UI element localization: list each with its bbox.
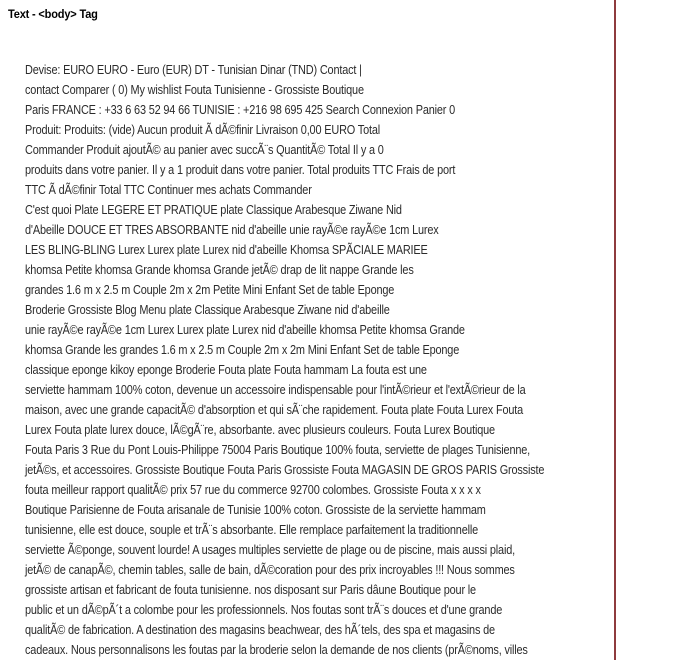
body-text-line: khomsa Petite khomsa Grande khomsa Grande jetÃ© drap de lit nappe Grande les (25, 262, 414, 277)
body-text-line: TTC Ã dÃ©finir Total TTC Continuer mes achats Commander (25, 182, 312, 197)
body-text-line: grossiste artisan et fabricant de fouta tunisienne. nos disposant sur Paris dâune Boutique pour le (25, 582, 476, 597)
body-text-line: tunisienne, elle est douce, souple et trÃ¨s absorbante. Elle remplace parfaitement la traditionnelle (25, 522, 479, 537)
body-text-line: maison, avec une grande capacitÃ© d'absorption et qui sÃ¨che rapidement. Fouta plate Fouta Lurex Fouta (25, 402, 524, 417)
body-text-block (25, 60, 685, 660)
body-text-line: khomsa Grande les grandes 1.6 m x 2.5 m Couple 2m x 2m Mini Enfant Set de table Eponge (25, 342, 460, 357)
body-text-line: C'est quoi Plate LEGERE ET PRATIQUE plate Classique Arabesque Ziwane Nid (25, 202, 402, 217)
body-text-line: LES BLING-BLING Lurex Lurex plate Lurex nid d'abeille Khomsa SPÃCIALE MARIEE (25, 242, 428, 257)
body-text-line: Broderie Grossiste Blog Menu plate Classique Arabesque Ziwane nid d'abeille (25, 302, 390, 317)
body-text-line: unie rayÃ©e rayÃ©e 1cm Lurex Lurex plate Lurex nid d'abeille khomsa Petite khomsa Grande (25, 322, 465, 337)
body-text-line: public et un dÃ©pÃ´t a colombe pour les professionnels. Nos foutas sont trÃ¨s douces et d'une grande (25, 602, 503, 617)
body-text-line: serviette hammam 100% coton, devenue un accessoire indispensable pour l'intÃ©rieur et l'extÃ©rieur de la (25, 382, 526, 397)
body-text-line: d'Abeille DOUCE ET TRES ABSORBANTE nid d'abeille unie rayÃ©e rayÃ©e 1cm Lurex (25, 222, 439, 237)
body-text-line: cadeaux. Nous personnalisons les foutas par la broderie selon la demande de nos clients (prÃ©noms, villes (25, 642, 528, 657)
body-text-line: fouta meilleur rapport qualitÃ© prix 57 rue du commerce 92700 colombes. Grossiste Fouta x x x x (25, 482, 481, 497)
body-text-line: serviette Ã©ponge, souvent lourde! A usages multiples serviette de plage ou de piscine, mais aussi plaid, (25, 542, 515, 557)
page-title: Text - <body> Tag (8, 7, 98, 21)
body-text-line: grandes 1.6 m x 2.5 m Couple 2m x 2m Petite Mini Enfant Set de table Eponge (25, 282, 395, 297)
body-text-line: Lurex Fouta plate lurex douce, lÃ©gÃ¨re, absorbante. avec plusieurs couleurs. Fouta Lurex Boutique (25, 422, 495, 437)
body-text-line: produits dans votre panier. Il y a 1 produit dans votre panier. Total produits TTC Frais de port (25, 162, 456, 177)
body-text-line: qualitÃ© de fabrication. A destination des magasins beachwear, des hÃ´tels, des spa et magasins de (25, 622, 495, 637)
body-text-line: contact Comparer ( 0) My wishlist Fouta Tunisienne - Grossiste Boutique (25, 82, 364, 97)
body-text-line: jetÃ© de canapÃ©, chemin tables, salle de bain, dÃ©coration pour des prix incroyables !!! Nous sommes (25, 562, 515, 577)
body-text-line: Produit: Produits: (vide) Aucun produit Ã dÃ©finir Livraison 0,00 EURO Total (25, 122, 381, 137)
body-text-line: Fouta Paris 3 Rue du Pont Louis-Philippe 75004 Paris Boutique 100% fouta, serviette de plages Tunisienne, (25, 442, 531, 457)
body-text-line: Paris FRANCE : +33 6 63 52 94 66 TUNISIE : +216 98 695 425 Search Connexion Panier 0 (25, 102, 456, 117)
body-text-line: classique eponge kikoy eponge Broderie Fouta plate Fouta hammam La fouta est une (25, 362, 427, 377)
body-text-line: jetÃ©s, et accessoires. Grossiste Boutique Fouta Paris Grossiste Fouta MAGASIN DE GROS PARIS Grossiste (25, 462, 545, 477)
vertical-divider-line (614, 0, 616, 660)
body-text-line: Commander Produit ajoutÃ© au panier avec succÃ¨s QuantitÃ© Total Il y a 0 (25, 142, 384, 157)
body-text-line: Devise: EURO EURO - Euro (EUR) DT - Tunisian Dinar (TND) Contact | (25, 62, 362, 77)
body-text-line: Boutique Parisienne de Fouta arisanale de Tunisie 100% coton. Grossiste de la serviette hammam (25, 502, 486, 517)
